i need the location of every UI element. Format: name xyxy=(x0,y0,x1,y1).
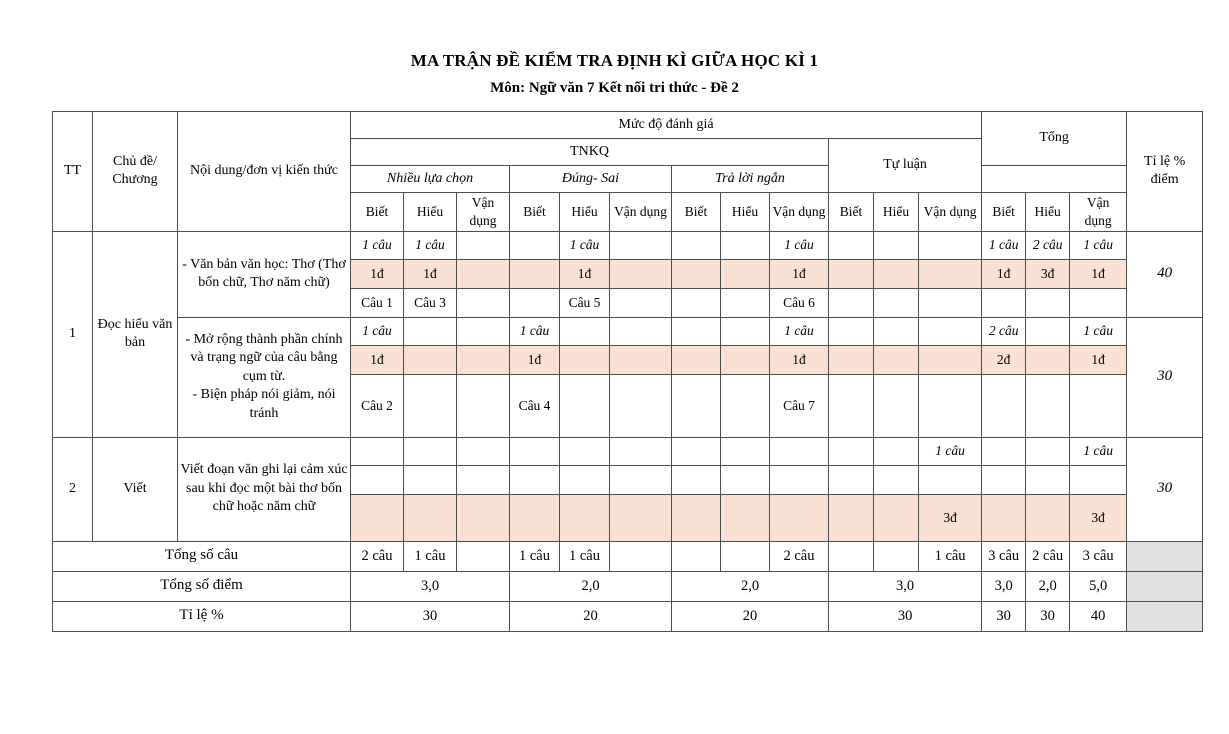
header-ti-le-diem: Tỉ lệ % điểm xyxy=(1127,112,1203,232)
row-content-2: Viết đoạn văn ghi lại cảm xúc sau khi đọc một bài thơ bốn chữ hoặc năm chữ xyxy=(178,437,351,541)
summary-qty-tf-biet: 1 câu xyxy=(510,541,560,571)
cell-code-tong-vd xyxy=(1070,465,1127,494)
cell-qty-tl-biet xyxy=(829,231,874,259)
cell-qty-tong-hieu xyxy=(1026,317,1070,345)
cell-qty-tf-vd xyxy=(610,317,672,345)
header-sa-hieu: Hiểu xyxy=(721,193,770,232)
cell-code-sa-biet xyxy=(672,288,721,317)
summary-qty-tl-hieu xyxy=(874,541,919,571)
cell-pts-tf-hieu: 1đ xyxy=(560,259,610,288)
cell-code-tong-hieu xyxy=(1026,288,1070,317)
cell-qty-tf-biet: 1 câu xyxy=(510,317,560,345)
header-mc-van-dung: Vận dụng xyxy=(457,193,510,232)
cell-qty-tl-hieu xyxy=(874,231,919,259)
cell-qty-tf-biet xyxy=(510,231,560,259)
cell-code-tf-vd xyxy=(610,288,672,317)
cell-qty-mc-hieu xyxy=(404,437,457,465)
header-subject: Chủ đề/ Chương xyxy=(93,112,178,232)
cell-pts-sa-hieu xyxy=(721,494,770,541)
cell-code-mc-vd xyxy=(457,288,510,317)
cell-qty-tong-biet: 1 câu xyxy=(982,231,1026,259)
header-assessment-level: Mức độ đánh giá xyxy=(351,112,982,139)
cell-qty-tong-biet: 2 câu xyxy=(982,317,1026,345)
page-subtitle: Môn: Ngữ văn 7 Kết nối tri thức - Đề 2 xyxy=(490,80,739,97)
cell-code-sa-hieu xyxy=(721,465,770,494)
cell-qty-mc-vd xyxy=(457,231,510,259)
cell-qty-tf-vd xyxy=(610,437,672,465)
cell-pts-tf-vd xyxy=(610,494,672,541)
summary-qty-tong-hieu: 2 câu xyxy=(1026,541,1070,571)
cell-qty-mc-hieu: 1 câu xyxy=(404,231,457,259)
cell-code-tl-biet xyxy=(829,288,874,317)
cell-code-sa-hieu xyxy=(721,288,770,317)
cell-pts-tf-biet xyxy=(510,494,560,541)
cell-code-tl-vd xyxy=(919,374,982,437)
header-tong: Tổng xyxy=(982,112,1127,166)
cell-qty-tl-hieu xyxy=(874,317,919,345)
header-tt: TT xyxy=(53,112,93,232)
summary-qty-sa-vd: 2 câu xyxy=(770,541,829,571)
header-tong-van-dung: Vận dụng xyxy=(1070,193,1127,232)
header-group-short-answer: Trả lời ngắn xyxy=(672,166,829,193)
header-sa-van-dung: Vận dụng xyxy=(770,193,829,232)
summary-label-total-points: Tổng số điểm xyxy=(53,571,351,601)
summary-label-percentage: Tỉ lệ % xyxy=(53,601,351,631)
summary-pts-tf: 2,0 xyxy=(510,571,672,601)
cell-pts-sa-biet xyxy=(672,345,721,374)
cell-pts-sa-vd: 1đ xyxy=(770,259,829,288)
cell-qty-tong-hieu xyxy=(1026,437,1070,465)
cell-qty-mc-vd xyxy=(457,437,510,465)
summary-pct-tong-biet: 30 xyxy=(982,601,1026,631)
cell-code-tl-vd xyxy=(919,465,982,494)
header-tong-biet: Biết xyxy=(982,193,1026,232)
summary-pct-tong-vd: 40 xyxy=(1070,601,1127,631)
summary-ratio-percentage xyxy=(1127,601,1203,631)
header-content: Nội dung/đơn vị kiến thức xyxy=(178,112,351,232)
cell-code-tong-vd xyxy=(1070,374,1127,437)
header-tl-biet: Biết xyxy=(829,193,874,232)
cell-pts-tong-vd: 3đ xyxy=(1070,494,1127,541)
cell-pts-mc-hieu: 1đ xyxy=(404,259,457,288)
cell-qty-tong-vd: 1 câu xyxy=(1070,437,1127,465)
cell-pts-tl-biet xyxy=(829,345,874,374)
cell-code-mc-biet xyxy=(351,465,404,494)
cell-qty-mc-hieu xyxy=(404,317,457,345)
summary-qty-sa-biet xyxy=(672,541,721,571)
cell-pts-sa-hieu xyxy=(721,345,770,374)
summary-qty-sa-hieu xyxy=(721,541,770,571)
cell-pts-tf-biet xyxy=(510,259,560,288)
cell-pts-mc-biet xyxy=(351,494,404,541)
summary-qty-tong-biet: 3 câu xyxy=(982,541,1026,571)
cell-pts-sa-hieu xyxy=(721,259,770,288)
cell-code-sa-biet xyxy=(672,374,721,437)
cell-code-tong-biet xyxy=(982,288,1026,317)
cell-pts-tf-hieu xyxy=(560,345,610,374)
cell-pts-tl-hieu xyxy=(874,494,919,541)
cell-code-tong-vd xyxy=(1070,288,1127,317)
cell-qty-sa-vd: 1 câu xyxy=(770,231,829,259)
cell-pts-tl-vd xyxy=(919,345,982,374)
cell-code-mc-hieu xyxy=(404,465,457,494)
cell-pts-tl-biet xyxy=(829,494,874,541)
cell-pts-tl-vd xyxy=(919,259,982,288)
cell-qty-tong-biet xyxy=(982,437,1026,465)
cell-pts-mc-hieu xyxy=(404,345,457,374)
header-tf-van-dung: Vận dụng xyxy=(610,193,672,232)
cell-qty-mc-biet: 1 câu xyxy=(351,231,404,259)
header-group-multiple-choice: Nhiều lựa chọn xyxy=(351,166,510,193)
cell-pts-tf-biet: 1đ xyxy=(510,345,560,374)
cell-code-tf-hieu xyxy=(560,374,610,437)
cell-code-tl-hieu xyxy=(874,374,919,437)
header-tu-luan: Tự luận xyxy=(829,139,982,193)
cell-code-sa-vd: Câu 7 xyxy=(770,374,829,437)
cell-pts-tl-biet xyxy=(829,259,874,288)
summary-pts-sa: 2,0 xyxy=(672,571,829,601)
cell-qty-tf-hieu xyxy=(560,317,610,345)
cell-qty-tong-vd: 1 câu xyxy=(1070,231,1127,259)
table-row xyxy=(53,437,1203,465)
cell-code-tf-hieu: Câu 5 xyxy=(560,288,610,317)
cell-pts-sa-biet xyxy=(672,494,721,541)
summary-qty-mc-vd xyxy=(457,541,510,571)
cell-pts-mc-vd xyxy=(457,259,510,288)
header-tl-hieu: Hiểu xyxy=(874,193,919,232)
summary-pct-sa: 20 xyxy=(672,601,829,631)
summary-pts-tl: 3,0 xyxy=(829,571,982,601)
cell-ratio-1a: 40 xyxy=(1127,231,1203,317)
cell-pts-tong-vd: 1đ xyxy=(1070,259,1127,288)
cell-ratio-1b: 30 xyxy=(1127,317,1203,437)
header-tf-hieu: Hiểu xyxy=(560,193,610,232)
row-content-1b-line1: - Mở rộng thành phần chính và trạng ngữ của câu bằng cụm từ. xyxy=(185,331,343,384)
cell-pts-sa-vd xyxy=(770,494,829,541)
cell-pts-tf-hieu xyxy=(560,494,610,541)
cell-pts-tong-hieu xyxy=(1026,494,1070,541)
cell-code-sa-hieu xyxy=(721,374,770,437)
cell-qty-sa-vd: 1 câu xyxy=(770,317,829,345)
summary-row-percentage xyxy=(53,601,1203,631)
cell-code-tl-biet xyxy=(829,465,874,494)
header-row-assessment xyxy=(53,112,1203,139)
cell-pts-tl-hieu xyxy=(874,345,919,374)
cell-code-mc-vd xyxy=(457,465,510,494)
cell-qty-sa-hieu xyxy=(721,231,770,259)
cell-qty-tl-vd xyxy=(919,231,982,259)
row-subject-1: Đọc hiểu văn bản xyxy=(93,231,178,437)
cell-code-tl-hieu xyxy=(874,288,919,317)
cell-code-tl-vd xyxy=(919,288,982,317)
cell-code-tl-biet xyxy=(829,374,874,437)
cell-code-mc-vd xyxy=(457,374,510,437)
summary-pts-tong-hieu: 2,0 xyxy=(1026,571,1070,601)
cell-code-tl-hieu xyxy=(874,465,919,494)
cell-qty-tong-vd: 1 câu xyxy=(1070,317,1127,345)
cell-pts-tl-vd: 3đ xyxy=(919,494,982,541)
summary-qty-tl-vd: 1 câu xyxy=(919,541,982,571)
summary-pct-mc: 30 xyxy=(351,601,510,631)
header-tl-van-dung: Vận dụng xyxy=(919,193,982,232)
cell-qty-tl-vd xyxy=(919,317,982,345)
cell-qty-sa-hieu xyxy=(721,437,770,465)
row-content-1a: - Văn bản văn học: Thơ (Thơ bốn chữ, Thơ năm chữ) xyxy=(178,231,351,317)
summary-qty-tf-hieu: 1 câu xyxy=(560,541,610,571)
cell-qty-mc-vd xyxy=(457,317,510,345)
cell-code-sa-vd xyxy=(770,465,829,494)
cell-qty-sa-vd xyxy=(770,437,829,465)
cell-qty-mc-biet: 1 câu xyxy=(351,317,404,345)
table-row xyxy=(53,317,1203,345)
summary-qty-mc-hieu: 1 câu xyxy=(404,541,457,571)
cell-ratio-2: 30 xyxy=(1127,437,1203,541)
cell-code-mc-hieu xyxy=(404,374,457,437)
header-tnkq: TNKQ xyxy=(351,139,829,166)
cell-qty-tf-hieu xyxy=(560,437,610,465)
cell-code-tong-biet xyxy=(982,374,1026,437)
row-tt-2: 2 xyxy=(53,437,93,541)
exam-matrix-table xyxy=(52,111,1203,632)
cell-pts-mc-vd xyxy=(457,345,510,374)
row-content-1b-line2: - Biện pháp nói giảm, nói tránh xyxy=(192,387,336,421)
cell-pts-tong-biet: 1đ xyxy=(982,259,1026,288)
cell-qty-sa-biet xyxy=(672,317,721,345)
cell-code-mc-hieu: Câu 3 xyxy=(404,288,457,317)
cell-code-sa-vd: Câu 6 xyxy=(770,288,829,317)
cell-qty-tl-biet xyxy=(829,437,874,465)
cell-pts-mc-biet: 1đ xyxy=(351,259,404,288)
matrix-table-container xyxy=(0,111,1229,632)
cell-pts-tf-vd xyxy=(610,345,672,374)
summary-pct-tong-hieu: 30 xyxy=(1026,601,1070,631)
summary-row-total-questions xyxy=(53,541,1203,571)
cell-code-tf-biet xyxy=(510,288,560,317)
cell-qty-tf-hieu: 1 câu xyxy=(560,231,610,259)
cell-code-tong-hieu xyxy=(1026,374,1070,437)
cell-code-tong-hieu xyxy=(1026,465,1070,494)
summary-qty-tong-vd: 3 câu xyxy=(1070,541,1127,571)
cell-qty-tl-hieu xyxy=(874,437,919,465)
header-sa-biet: Biết xyxy=(672,193,721,232)
header-tong-hieu: Hiểu xyxy=(1026,193,1070,232)
cell-code-tf-vd xyxy=(610,374,672,437)
cell-pts-tong-biet: 2đ xyxy=(982,345,1026,374)
cell-qty-sa-hieu xyxy=(721,317,770,345)
table-row xyxy=(53,231,1203,259)
summary-label-total-questions: Tổng số câu xyxy=(53,541,351,571)
cell-pts-tong-hieu: 3đ xyxy=(1026,259,1070,288)
header-mc-hieu: Hiểu xyxy=(404,193,457,232)
cell-pts-sa-biet xyxy=(672,259,721,288)
cell-pts-tong-biet xyxy=(982,494,1026,541)
cell-qty-tf-biet xyxy=(510,437,560,465)
summary-ratio-total-points xyxy=(1127,571,1203,601)
cell-code-tf-biet xyxy=(510,465,560,494)
cell-qty-sa-biet xyxy=(672,437,721,465)
summary-qty-tf-vd xyxy=(610,541,672,571)
summary-pct-tf: 20 xyxy=(510,601,672,631)
summary-pts-tong-vd: 5,0 xyxy=(1070,571,1127,601)
summary-pts-tong-biet: 3,0 xyxy=(982,571,1026,601)
cell-code-tong-biet xyxy=(982,465,1026,494)
cell-pts-sa-vd: 1đ xyxy=(770,345,829,374)
cell-pts-tong-vd: 1đ xyxy=(1070,345,1127,374)
title-block xyxy=(0,0,1229,98)
cell-code-tf-vd xyxy=(610,465,672,494)
summary-row-total-points xyxy=(53,571,1203,601)
cell-code-sa-biet xyxy=(672,465,721,494)
summary-qty-tl-biet xyxy=(829,541,874,571)
cell-qty-mc-biet xyxy=(351,437,404,465)
cell-code-tf-hieu xyxy=(560,465,610,494)
cell-pts-tl-hieu xyxy=(874,259,919,288)
cell-code-mc-biet: Câu 2 xyxy=(351,374,404,437)
summary-pct-tl: 30 xyxy=(829,601,982,631)
cell-pts-mc-hieu xyxy=(404,494,457,541)
cell-pts-tong-hieu xyxy=(1026,345,1070,374)
cell-qty-tf-vd xyxy=(610,231,672,259)
row-subject-2: Viết xyxy=(93,437,178,541)
cell-qty-sa-biet xyxy=(672,231,721,259)
page-title: MA TRẬN ĐỀ KIỂM TRA ĐỊNH KÌ GIỮA HỌC KÌ 1 xyxy=(410,51,819,70)
cell-qty-tl-biet xyxy=(829,317,874,345)
cell-pts-mc-biet: 1đ xyxy=(351,345,404,374)
header-group-true-false: Đúng- Sai xyxy=(510,166,672,193)
cell-pts-tf-vd xyxy=(610,259,672,288)
cell-qty-tong-hieu: 2 câu xyxy=(1026,231,1070,259)
cell-code-tf-biet: Câu 4 xyxy=(510,374,560,437)
summary-pts-mc: 3,0 xyxy=(351,571,510,601)
header-tf-biet: Biết xyxy=(510,193,560,232)
summary-qty-mc-biet: 2 câu xyxy=(351,541,404,571)
row-tt-1: 1 xyxy=(53,231,93,437)
row-content-1b xyxy=(178,317,351,437)
summary-ratio-total-questions xyxy=(1127,541,1203,571)
header-mc-biet: Biết xyxy=(351,193,404,232)
cell-qty-tl-vd: 1 câu xyxy=(919,437,982,465)
cell-pts-mc-vd xyxy=(457,494,510,541)
cell-code-mc-biet: Câu 1 xyxy=(351,288,404,317)
